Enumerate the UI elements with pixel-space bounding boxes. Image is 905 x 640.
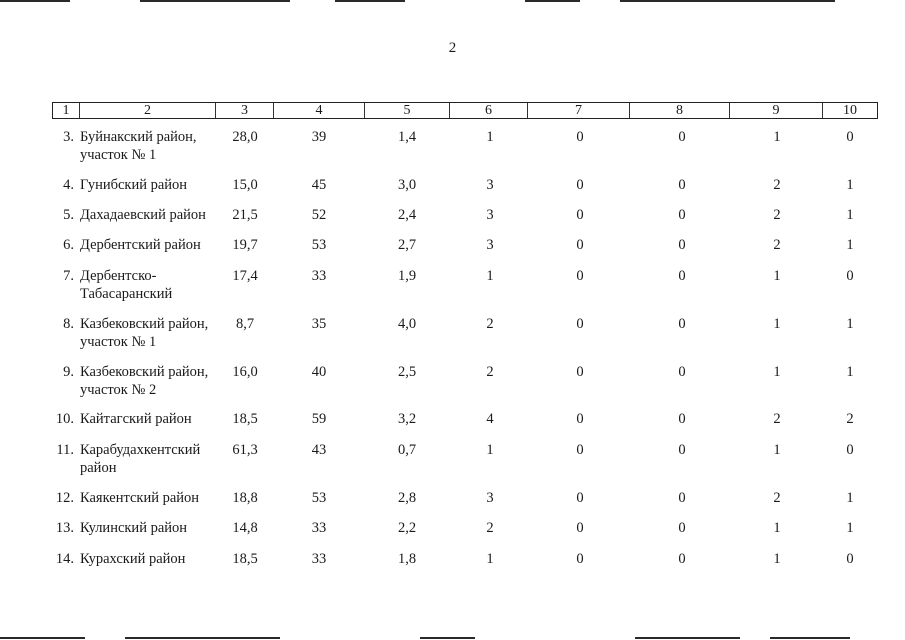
scan-edge-bottom-2 — [125, 637, 280, 639]
col-3-value: 16,0 — [232, 364, 258, 380]
col-10-value: 1 — [846, 520, 854, 536]
col-7-value: 0 — [576, 520, 584, 536]
col-10-value: 0 — [846, 129, 854, 145]
scan-edge-top-3 — [335, 0, 405, 2]
col-7-value: 0 — [576, 237, 584, 253]
col-9-value: 2 — [773, 237, 781, 253]
col-10-value: 1 — [846, 316, 854, 332]
scan-edge-bottom-1 — [0, 637, 85, 639]
header-cell-9: 9 — [729, 103, 822, 118]
col-4-value: 33 — [311, 551, 327, 567]
col-8-value: 0 — [678, 520, 686, 536]
col-4-value: 33 — [311, 520, 327, 536]
header-cell-7: 7 — [527, 103, 629, 118]
col-5-value: 2,5 — [397, 364, 417, 380]
col-3-value: 19,7 — [232, 237, 258, 253]
scan-edge-bottom-3 — [420, 637, 475, 639]
header-cell-5: 5 — [364, 103, 449, 118]
col-7-value: 0 — [576, 207, 584, 223]
col-7-value: 0 — [576, 551, 584, 567]
district-name: Дахадаевский район — [80, 207, 206, 223]
header-cell-2: 2 — [79, 103, 215, 118]
col-6-value: 1 — [486, 129, 494, 145]
col-5-value: 2,4 — [397, 207, 417, 223]
col-6-value: 1 — [486, 268, 494, 284]
page-number: 2 — [448, 40, 457, 56]
col-3-value: 18,8 — [232, 490, 258, 506]
col-4-value: 40 — [311, 364, 327, 380]
col-8-value: 0 — [678, 411, 686, 427]
row-number: 14. — [55, 551, 74, 567]
header-cell-3: 3 — [215, 103, 273, 118]
district-name: Дербентский район — [80, 237, 201, 253]
col-5-value: 2,8 — [397, 490, 417, 506]
col-4-value: 43 — [311, 442, 327, 458]
col-10-value: 1 — [846, 207, 854, 223]
scan-edge-top-5 — [620, 0, 835, 2]
row-number: 12. — [55, 490, 74, 506]
row-number: 8. — [63, 316, 74, 332]
col-3-value: 18,5 — [232, 411, 258, 427]
col-9-value: 1 — [773, 442, 781, 458]
col-5-value: 2,7 — [397, 237, 417, 253]
col-7-value: 0 — [576, 316, 584, 332]
scan-edge-bottom-5 — [770, 637, 850, 639]
col-4-value: 39 — [311, 129, 327, 145]
col-4-value: 45 — [311, 177, 327, 193]
header-cell-4: 4 — [273, 103, 364, 118]
header-cell-8: 8 — [629, 103, 729, 118]
col-10-value: 1 — [846, 177, 854, 193]
district-name: Кулинский район — [80, 520, 188, 536]
row-number: 9. — [63, 364, 74, 380]
col-3-value: 21,5 — [232, 207, 258, 223]
district-name: Дербентско-Табасаранский — [80, 268, 173, 302]
col-8-value: 0 — [678, 268, 686, 284]
col-8-value: 0 — [678, 316, 686, 332]
district-name: Каякентский район — [80, 490, 200, 506]
col-3-value: 61,3 — [232, 442, 258, 458]
col-4-value: 53 — [311, 490, 327, 506]
col-3-value: 17,4 — [232, 268, 258, 284]
header-cell-6: 6 — [449, 103, 527, 118]
scan-edge-top-2 — [140, 0, 290, 2]
scan-edge-bottom-4 — [635, 637, 740, 639]
col-6-value: 3 — [486, 237, 494, 253]
col-5-value: 3,2 — [397, 411, 417, 427]
col-10-value: 1 — [846, 490, 854, 506]
col-10-value: 0 — [846, 442, 854, 458]
row-number: 7. — [63, 268, 74, 284]
district-name: Буйнакский район, участок № 1 — [80, 129, 197, 163]
col-6-value: 3 — [486, 177, 494, 193]
row-number: 5. — [63, 207, 74, 223]
col-7-value: 0 — [576, 442, 584, 458]
col-10-value: 1 — [846, 364, 854, 380]
col-5-value: 1,9 — [397, 268, 417, 284]
col-7-value: 0 — [576, 490, 584, 506]
col-7-value: 0 — [576, 411, 584, 427]
district-name: Кайтагский район — [80, 411, 192, 427]
col-5-value: 3,0 — [397, 177, 417, 193]
col-6-value: 1 — [486, 551, 494, 567]
col-9-value: 2 — [773, 177, 781, 193]
district-name: Казбековский район, участок № 1 — [80, 316, 209, 350]
district-name: Гунибский район — [80, 177, 188, 193]
col-10-value: 1 — [846, 237, 854, 253]
col-8-value: 0 — [678, 237, 686, 253]
col-8-value: 0 — [678, 207, 686, 223]
header-cell-10: 10 — [822, 103, 878, 118]
col-6-value: 2 — [486, 316, 494, 332]
col-8-value: 0 — [678, 490, 686, 506]
col-8-value: 0 — [678, 551, 686, 567]
col-5-value: 4,0 — [397, 316, 417, 332]
col-10-value: 0 — [846, 551, 854, 567]
row-number: 4. — [63, 177, 74, 193]
col-6-value: 3 — [486, 207, 494, 223]
row-number: 3. — [63, 129, 74, 145]
col-6-value: 3 — [486, 490, 494, 506]
col-4-value: 52 — [311, 207, 327, 223]
col-3-value: 8,7 — [235, 316, 255, 332]
col-7-value: 0 — [576, 268, 584, 284]
col-9-value: 1 — [773, 316, 781, 332]
col-3-value: 15,0 — [232, 177, 258, 193]
col-9-value: 2 — [773, 411, 781, 427]
col-6-value: 2 — [486, 364, 494, 380]
col-7-value: 0 — [576, 177, 584, 193]
col-5-value: 1,4 — [397, 129, 417, 145]
col-4-value: 59 — [311, 411, 327, 427]
col-3-value: 18,5 — [232, 551, 258, 567]
col-9-value: 1 — [773, 364, 781, 380]
col-5-value: 2,2 — [397, 520, 417, 536]
col-7-value: 0 — [576, 364, 584, 380]
table-header — [52, 102, 878, 119]
col-8-value: 0 — [678, 442, 686, 458]
district-name: Карабудахкентский район — [80, 442, 201, 476]
col-9-value: 1 — [773, 551, 781, 567]
col-9-value: 1 — [773, 129, 781, 145]
district-name: Курахский район — [80, 551, 186, 567]
district-name: Казбековский район, участок № 2 — [80, 364, 209, 398]
col-8-value: 0 — [678, 129, 686, 145]
col-9-value: 1 — [773, 268, 781, 284]
col-4-value: 53 — [311, 237, 327, 253]
col-10-value: 2 — [846, 411, 854, 427]
col-5-value: 1,8 — [397, 551, 417, 567]
col-8-value: 0 — [678, 177, 686, 193]
col-9-value: 2 — [773, 490, 781, 506]
scan-edge-top-1 — [0, 0, 70, 2]
row-number: 11. — [56, 442, 74, 458]
col-6-value: 2 — [486, 520, 494, 536]
row-number: 13. — [55, 520, 74, 536]
col-10-value: 0 — [846, 268, 854, 284]
header-cell-1: 1 — [52, 103, 79, 118]
col-3-value: 14,8 — [232, 520, 258, 536]
col-6-value: 4 — [486, 411, 494, 427]
col-8-value: 0 — [678, 364, 686, 380]
scan-edge-top-4 — [525, 0, 580, 2]
col-4-value: 35 — [311, 316, 327, 332]
col-3-value: 28,0 — [232, 129, 258, 145]
col-5-value: 0,7 — [397, 442, 417, 458]
col-4-value: 33 — [311, 268, 327, 284]
col-7-value: 0 — [576, 129, 584, 145]
col-9-value: 1 — [773, 520, 781, 536]
col-6-value: 1 — [486, 442, 494, 458]
row-number: 6. — [63, 237, 74, 253]
row-number: 10. — [55, 411, 74, 427]
col-9-value: 2 — [773, 207, 781, 223]
